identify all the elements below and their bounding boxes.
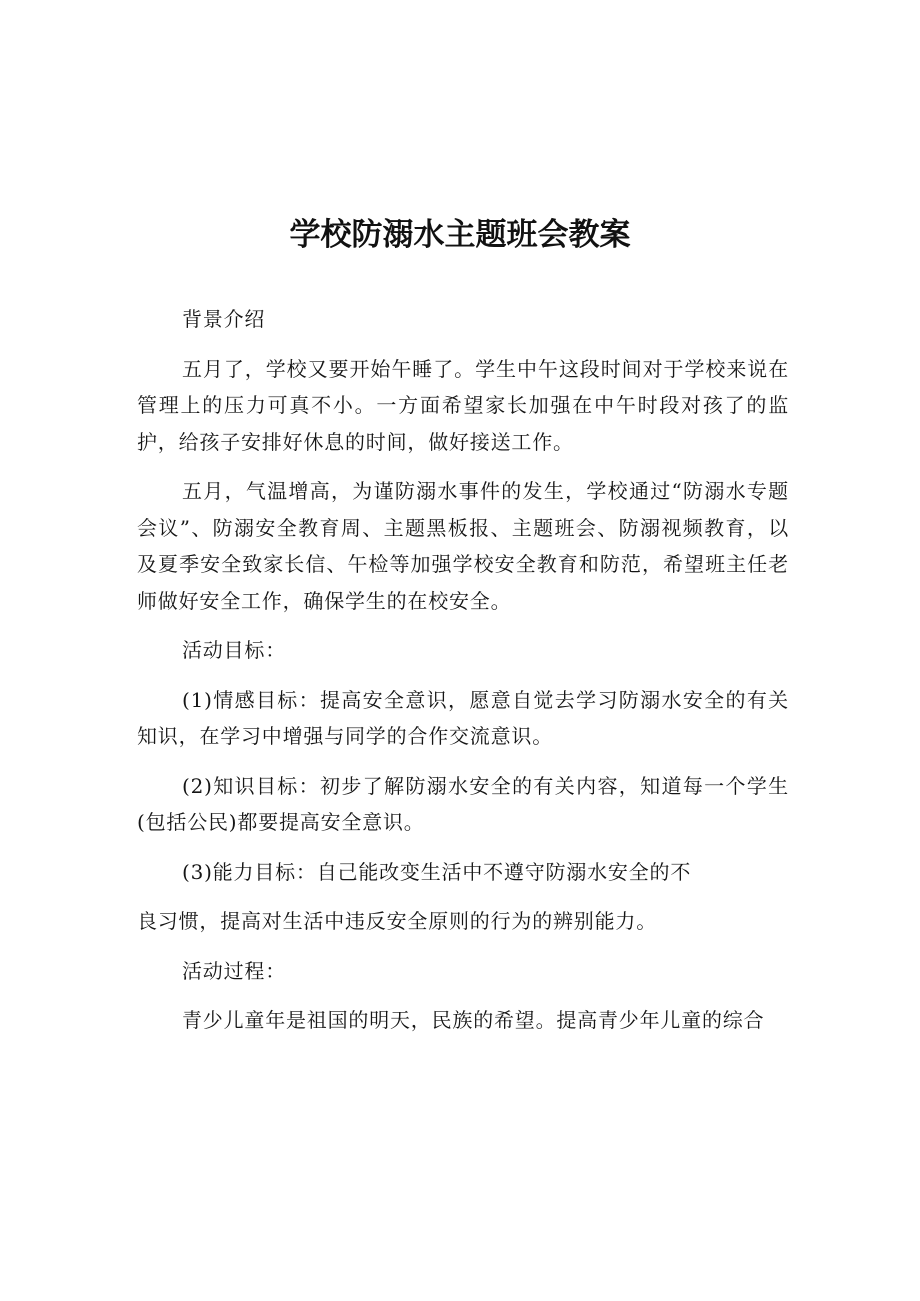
background-paragraph-1: 五月了，学校又要开始午睡了。学生中午这段时间对于学校来说在管理上的压力可真不小。一方面希望家长加强在中午时段对孩了的监护，给孩子安排好休息的时间，做好接送工作。 [137,356,789,454]
goals-heading: 活动目标： [182,638,286,662]
goal-3-line-1: (3)能力目标：自己能改变生活中不遵守防溺水安全的不 [182,859,692,884]
process-heading: 活动过程： [182,958,286,983]
process-paragraph-1: 青少儿童年是祖国的明天，民族的希望。提高青少年儿童的综合 [182,1008,765,1032]
background-heading: 背景介绍 [182,307,266,331]
goal-3-line-2: 良习惯，提高对生活中违反安全原则的行为的辨别能力。 [137,909,657,933]
document-body [137,301,789,1039]
background-paragraph-2: 五月，气温增高，为谨防溺水事件的发生，学校通过“防溺水专题会议”、防溺安全教育周、主题黑板报、主题班会、防溺视频教育，以及夏季安全致家长信、午检等加强学校安全教育和防范，希望班主任老师做好安全工作，确保学生的在校安全。 [137,479,789,613]
goal-1-paragraph: (1)情感目标：提高安全意识，愿意自觉去学习防溺水安全的有关知识，在学习中增强与同学的合作交流意识。 [137,687,789,748]
goal-2-paragraph: (2)知识目标：初步了解防溺水安全的有关内容，知道每一个学生(包括公民)都要提高安全意识。 [137,773,789,834]
goal-3-paragraph [137,854,789,940]
document-title: 学校防溺水主题班会教案 [289,217,631,253]
